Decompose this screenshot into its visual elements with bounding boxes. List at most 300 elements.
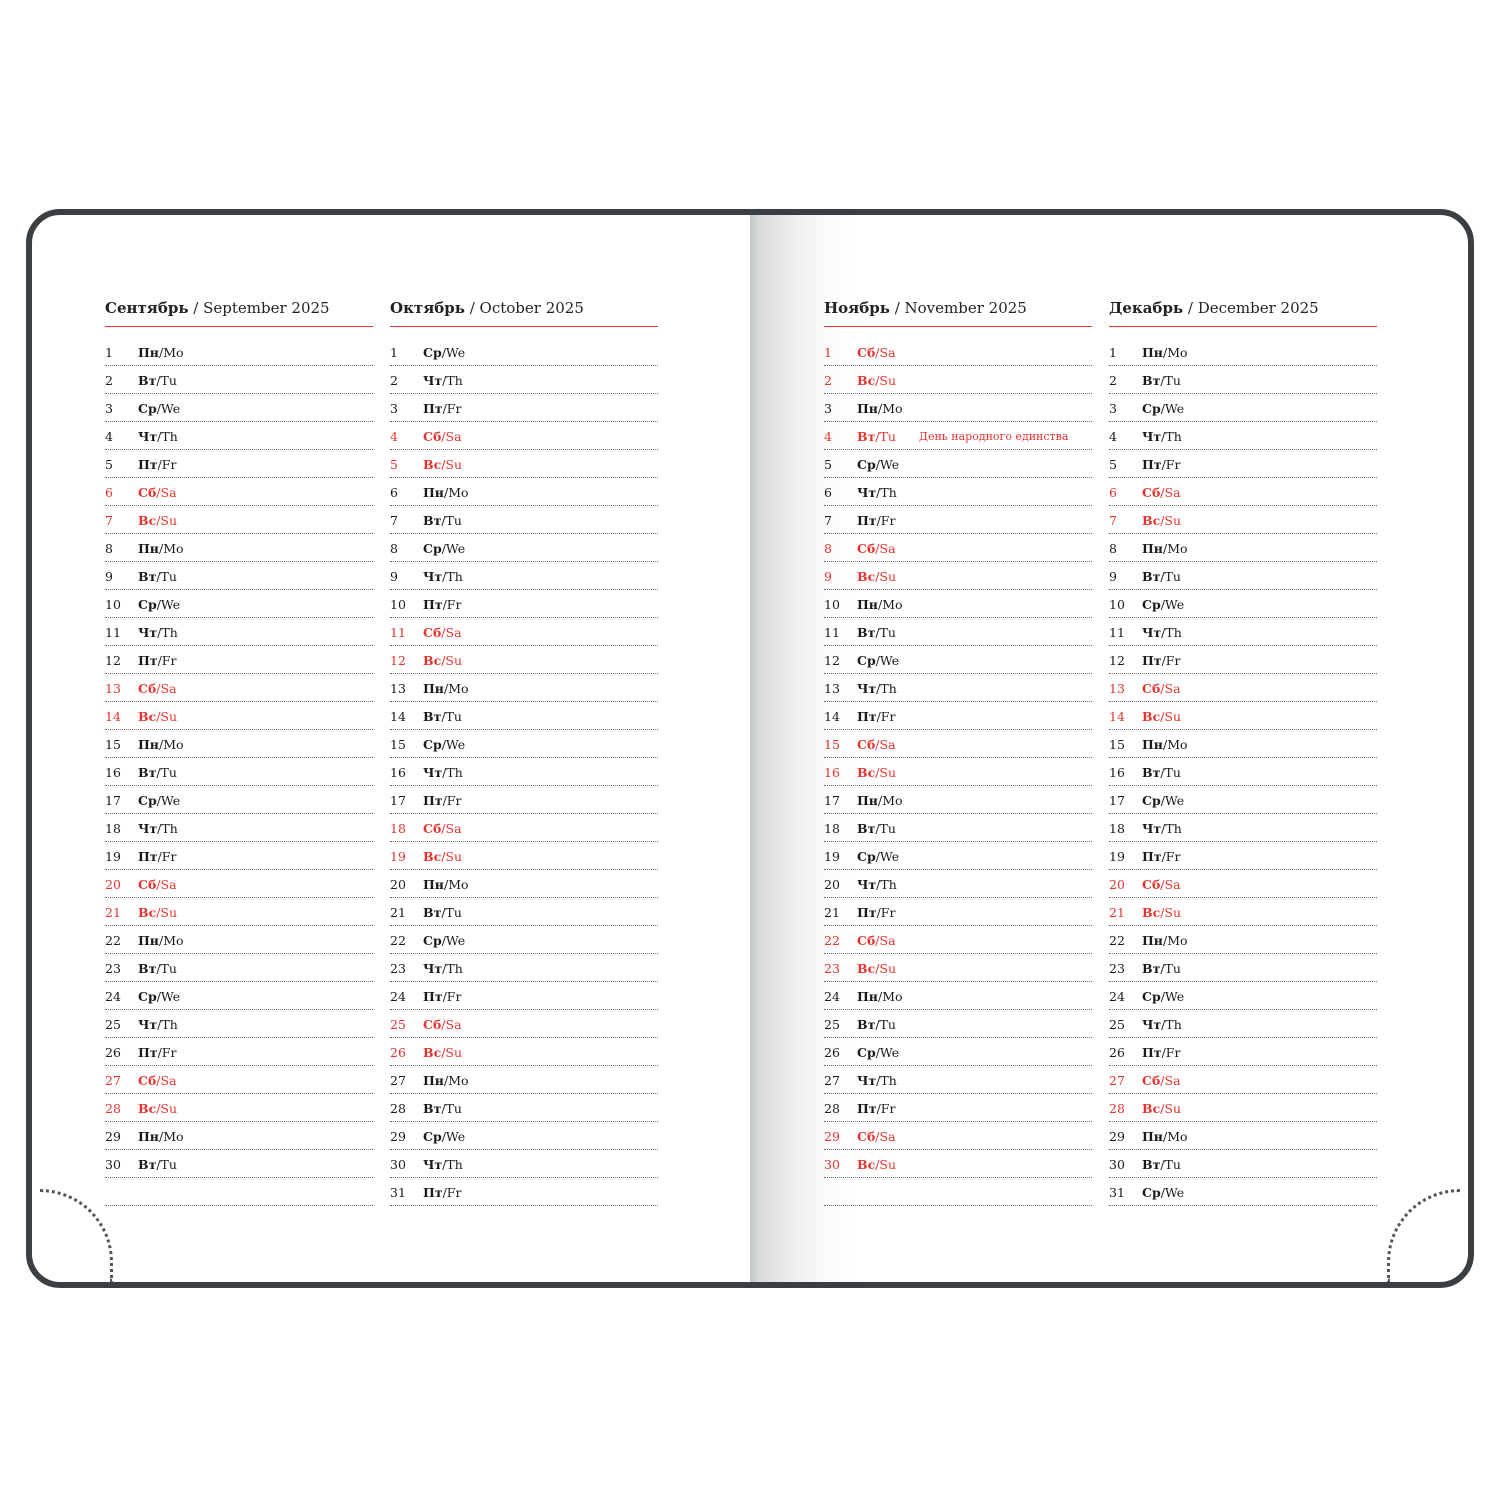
- day-number: 4: [105, 429, 113, 444]
- day-row: [390, 338, 658, 366]
- weekday-en: Sa: [879, 737, 896, 752]
- day-row: [105, 702, 373, 730]
- day-row: [105, 1038, 373, 1066]
- weekday-label: Вт/Tu: [1142, 1157, 1181, 1172]
- day-number: 27: [390, 1073, 406, 1088]
- weekday-label: Пн/Mo: [857, 989, 903, 1004]
- day-row: [105, 674, 373, 702]
- weekday-label: Вт/Tu: [1142, 765, 1181, 780]
- weekday-en: Su: [1164, 709, 1182, 724]
- weekday-label: Вт/Tu: [423, 513, 462, 528]
- weekday-label: Чт/Th: [1142, 429, 1182, 444]
- weekday-en: Sa: [879, 933, 896, 948]
- day-row: [105, 1066, 373, 1094]
- day-row: [390, 1010, 658, 1038]
- weekday-en: Tu: [1164, 569, 1181, 584]
- day-number: 5: [1109, 457, 1117, 472]
- day-number: 20: [390, 877, 406, 892]
- weekday-label: Пт/Fr: [857, 905, 896, 920]
- weekday-label: Сб/Sa: [857, 345, 896, 360]
- weekday-label: Вс/Su: [423, 653, 463, 668]
- weekday-ru: Сб: [138, 681, 157, 696]
- day-row: [1109, 562, 1377, 590]
- weekday-label: Ср/We: [1142, 401, 1185, 416]
- weekday-ru: Пн: [1142, 345, 1163, 360]
- weekday-ru: Пн: [138, 541, 159, 556]
- weekday-en: Mo: [448, 681, 469, 696]
- weekday-ru: Вс: [857, 569, 876, 584]
- day-row: [824, 758, 1092, 786]
- day-number: 1: [105, 345, 113, 360]
- day-number: 2: [105, 373, 113, 388]
- day-number: 28: [105, 1101, 121, 1116]
- weekday-ru: Вт: [423, 709, 442, 724]
- weekday-label: Чт/Th: [138, 625, 178, 640]
- day-number: 17: [824, 793, 840, 808]
- weekday-label: Ср/We: [1142, 597, 1185, 612]
- day-row: [390, 1122, 658, 1150]
- day-row: [390, 982, 658, 1010]
- weekday-ru: Вс: [423, 1045, 442, 1060]
- weekday-en: Mo: [1167, 541, 1188, 556]
- weekday-en: Tu: [879, 1017, 896, 1032]
- weekday-ru: Ср: [423, 1129, 442, 1144]
- weekday-en: Fr: [1165, 1045, 1181, 1060]
- weekday-ru: Вт: [857, 821, 876, 836]
- weekday-ru: Пт: [1142, 457, 1162, 472]
- weekday-label: Сб/Sa: [1142, 681, 1181, 696]
- weekday-ru: Чт: [1142, 821, 1162, 836]
- weekday-ru: Пт: [857, 1101, 877, 1116]
- day-number: 3: [105, 401, 113, 416]
- day-row: [390, 758, 658, 786]
- weekday-ru: Сб: [857, 345, 876, 360]
- weekday-en: Su: [160, 513, 178, 528]
- day-number: 12: [824, 653, 840, 668]
- day-row: [105, 534, 373, 562]
- weekday-ru: Ср: [857, 653, 876, 668]
- weekday-en: Sa: [445, 429, 462, 444]
- weekday-en: Su: [879, 1157, 897, 1172]
- day-row: [105, 422, 373, 450]
- weekday-label: Вс/Su: [138, 513, 178, 528]
- weekday-en: Fr: [161, 849, 177, 864]
- day-number: 12: [390, 653, 406, 668]
- day-row: [390, 926, 658, 954]
- weekday-label: Чт/Th: [1142, 821, 1182, 836]
- day-number: 6: [824, 485, 832, 500]
- weekday-label: Ср/We: [138, 989, 181, 1004]
- day-number: 27: [105, 1073, 121, 1088]
- weekday-en: We: [160, 597, 181, 612]
- weekday-ru: Ср: [423, 933, 442, 948]
- day-number: 20: [824, 877, 840, 892]
- weekday-en: We: [1164, 597, 1185, 612]
- day-number: 11: [390, 625, 406, 640]
- day-number: 21: [1109, 905, 1125, 920]
- weekday-label: Чт/Th: [857, 681, 897, 696]
- day-number: 24: [105, 989, 121, 1004]
- day-row: [105, 870, 373, 898]
- weekday-en: We: [879, 457, 900, 472]
- weekday-en: Mo: [163, 541, 184, 556]
- weekday-ru: Пн: [857, 989, 878, 1004]
- weekday-en: Th: [446, 765, 463, 780]
- day-row: [105, 842, 373, 870]
- weekday-en: We: [445, 345, 466, 360]
- day-number: 30: [390, 1157, 406, 1172]
- weekday-en: Tu: [160, 961, 177, 976]
- weekday-en: Tu: [445, 513, 462, 528]
- weekday-label: Сб/Sa: [857, 541, 896, 556]
- day-row: [105, 478, 373, 506]
- day-number: 13: [824, 681, 840, 696]
- weekday-en: Su: [445, 1045, 463, 1060]
- weekday-ru: Пн: [138, 1129, 159, 1144]
- day-row: [1109, 1094, 1377, 1122]
- weekday-ru: Ср: [1142, 793, 1161, 808]
- day-number: 30: [105, 1157, 121, 1172]
- day-number: 3: [390, 401, 398, 416]
- weekday-ru: Сб: [857, 933, 876, 948]
- day-row: [390, 366, 658, 394]
- weekday-en: Mo: [163, 1129, 184, 1144]
- weekday-ru: Сб: [857, 1129, 876, 1144]
- day-number: 18: [390, 821, 406, 836]
- day-number: 8: [105, 541, 113, 556]
- weekday-ru: Ср: [1142, 1185, 1161, 1200]
- weekday-en: Mo: [163, 737, 184, 752]
- day-number: 2: [824, 373, 832, 388]
- day-row: [824, 1038, 1092, 1066]
- day-number: 16: [105, 765, 121, 780]
- day-row: [824, 674, 1092, 702]
- day-row: [390, 394, 658, 422]
- day-number: 27: [1109, 1073, 1125, 1088]
- weekday-ru: Вс: [857, 1157, 876, 1172]
- day-row: [390, 422, 658, 450]
- weekday-en: Tu: [445, 1101, 462, 1116]
- day-row: [390, 1066, 658, 1094]
- day-number: 7: [105, 513, 113, 528]
- weekday-en: Sa: [879, 1129, 896, 1144]
- weekday-label: Пн/Mo: [138, 541, 184, 556]
- day-number: 6: [390, 485, 398, 500]
- weekday-label: Ср/We: [1142, 989, 1185, 1004]
- day-number: 10: [105, 597, 121, 612]
- day-row: [105, 590, 373, 618]
- day-number: 23: [105, 961, 121, 976]
- weekday-label: Вс/Su: [857, 569, 897, 584]
- day-number: 6: [105, 485, 113, 500]
- day-number: 15: [1109, 737, 1125, 752]
- weekday-label: Чт/Th: [423, 1157, 463, 1172]
- day-list: [1109, 338, 1377, 1206]
- weekday-en: Sa: [160, 681, 177, 696]
- day-number: 1: [824, 345, 832, 360]
- weekday-label: Сб/Sa: [1142, 877, 1181, 892]
- weekday-label: Сб/Sa: [857, 1129, 896, 1144]
- weekday-ru: Пт: [138, 849, 158, 864]
- month-title: Ноябрь / November 2025: [824, 299, 1092, 327]
- weekday-label: Вс/Su: [1142, 1101, 1182, 1116]
- weekday-label: Ср/We: [138, 401, 181, 416]
- weekday-label: Сб/Sa: [138, 485, 177, 500]
- weekday-label: Пн/Mo: [423, 485, 469, 500]
- weekday-en: Fr: [1165, 653, 1181, 668]
- weekday-en: Tu: [1164, 373, 1181, 388]
- day-row: [824, 422, 1092, 450]
- weekday-label: Вт/Tu: [1142, 961, 1181, 976]
- weekday-en: Tu: [445, 709, 462, 724]
- day-row: [824, 982, 1092, 1010]
- day-number: 20: [105, 877, 121, 892]
- weekday-ru: Вт: [138, 961, 157, 976]
- weekday-ru: Пт: [857, 905, 877, 920]
- weekday-ru: Пт: [1142, 1045, 1162, 1060]
- corner-stitch-left: [40, 1189, 113, 1282]
- day-number: 19: [824, 849, 840, 864]
- day-number: 30: [824, 1157, 840, 1172]
- weekday-label: Пн/Mo: [138, 345, 184, 360]
- weekday-ru: Ср: [1142, 401, 1161, 416]
- weekday-ru: Сб: [1142, 681, 1161, 696]
- day-row: [105, 394, 373, 422]
- day-number: 12: [105, 653, 121, 668]
- day-row: [1109, 450, 1377, 478]
- weekday-ru: Вт: [1142, 765, 1161, 780]
- day-row: [390, 898, 658, 926]
- weekday-ru: Чт: [423, 961, 443, 976]
- weekday-label: Пт/Fr: [1142, 653, 1181, 668]
- month-column: [390, 299, 658, 1206]
- weekday-en: Mo: [882, 989, 903, 1004]
- day-number: 29: [390, 1129, 406, 1144]
- weekday-en: We: [445, 737, 466, 752]
- weekday-label: Пт/Fr: [138, 1045, 177, 1060]
- weekday-label: Чт/Th: [857, 1073, 897, 1088]
- weekday-label: Пт/Fr: [423, 597, 462, 612]
- weekday-ru: Вт: [1142, 569, 1161, 584]
- weekday-label: Пн/Mo: [138, 933, 184, 948]
- weekday-label: Ср/We: [1142, 1185, 1185, 1200]
- day-number: 30: [1109, 1157, 1125, 1172]
- weekday-label: Вс/Su: [138, 709, 178, 724]
- day-number: 7: [1109, 513, 1117, 528]
- weekday-ru: Ср: [423, 345, 442, 360]
- weekday-ru: Чт: [1142, 625, 1162, 640]
- month-title: Сентябрь / September 2025: [105, 299, 373, 327]
- weekday-ru: Чт: [857, 1073, 877, 1088]
- day-number: 31: [1109, 1185, 1125, 1200]
- weekday-ru: Чт: [857, 681, 877, 696]
- day-row: [390, 702, 658, 730]
- weekday-en: Fr: [161, 457, 177, 472]
- weekday-en: Mo: [448, 1073, 469, 1088]
- weekday-en: Sa: [160, 485, 177, 500]
- day-number: 3: [1109, 401, 1117, 416]
- weekday-ru: Вс: [138, 513, 157, 528]
- weekday-label: Пт/Fr: [138, 849, 177, 864]
- weekday-en: Su: [160, 709, 178, 724]
- weekday-ru: Пт: [857, 709, 877, 724]
- weekday-en: Su: [445, 457, 463, 472]
- weekday-en: Su: [445, 849, 463, 864]
- weekday-label: Пт/Fr: [423, 989, 462, 1004]
- weekday-en: Th: [161, 1017, 178, 1032]
- weekday-ru: Ср: [857, 849, 876, 864]
- day-row: [105, 926, 373, 954]
- weekday-ru: Ср: [1142, 989, 1161, 1004]
- weekday-en: Tu: [1164, 1157, 1181, 1172]
- weekday-ru: Пн: [423, 681, 444, 696]
- weekday-en: Tu: [160, 765, 177, 780]
- weekday-label: Пт/Fr: [423, 793, 462, 808]
- weekday-en: Fr: [446, 401, 462, 416]
- weekday-label: Сб/Sa: [423, 1017, 462, 1032]
- day-number: 28: [390, 1101, 406, 1116]
- weekday-label: Пт/Fr: [1142, 1045, 1181, 1060]
- weekday-ru: Сб: [857, 541, 876, 556]
- day-number: 13: [1109, 681, 1125, 696]
- weekday-en: Fr: [446, 793, 462, 808]
- day-row: [824, 926, 1092, 954]
- day-row: [1109, 730, 1377, 758]
- day-row: [824, 870, 1092, 898]
- weekday-ru: Пн: [138, 345, 159, 360]
- weekday-label: Вс/Su: [1142, 513, 1182, 528]
- weekday-ru: Сб: [423, 821, 442, 836]
- day-number: 25: [105, 1017, 121, 1032]
- day-row: [1109, 814, 1377, 842]
- weekday-ru: Вт: [423, 1101, 442, 1116]
- day-number: 24: [1109, 989, 1125, 1004]
- day-number: 22: [390, 933, 406, 948]
- day-number: 9: [1109, 569, 1117, 584]
- weekday-en: Th: [880, 877, 897, 892]
- day-row: [390, 450, 658, 478]
- weekday-label: Пт/Fr: [857, 709, 896, 724]
- weekday-ru: Ср: [1142, 597, 1161, 612]
- weekday-label: Пн/Mo: [857, 597, 903, 612]
- day-row: [105, 618, 373, 646]
- weekday-label: Сб/Sa: [1142, 1073, 1181, 1088]
- weekday-ru: Вс: [1142, 1101, 1161, 1116]
- day-number: 4: [824, 429, 832, 444]
- day-number: 17: [390, 793, 406, 808]
- day-row: [105, 814, 373, 842]
- weekday-label: Сб/Sa: [423, 429, 462, 444]
- day-number: 31: [390, 1185, 406, 1200]
- weekday-en: Mo: [163, 933, 184, 948]
- holiday-note: День народного единства: [919, 430, 1069, 443]
- day-row: [105, 1178, 373, 1206]
- weekday-en: Th: [161, 821, 178, 836]
- day-number: 10: [390, 597, 406, 612]
- day-row: [390, 730, 658, 758]
- day-number: 14: [1109, 709, 1125, 724]
- day-number: 2: [390, 373, 398, 388]
- day-number: 11: [824, 625, 840, 640]
- weekday-label: Сб/Sa: [138, 877, 177, 892]
- day-number: 29: [1109, 1129, 1125, 1144]
- weekday-ru: Вс: [423, 457, 442, 472]
- weekday-label: Ср/We: [423, 345, 466, 360]
- weekday-ru: Пт: [138, 1045, 158, 1060]
- weekday-ru: Вт: [857, 625, 876, 640]
- weekday-en: We: [445, 541, 466, 556]
- weekday-en: Su: [879, 765, 897, 780]
- weekday-ru: Пн: [423, 1073, 444, 1088]
- weekday-en: Th: [161, 429, 178, 444]
- weekday-ru: Чт: [423, 569, 443, 584]
- weekday-label: Вт/Tu: [138, 569, 177, 584]
- weekday-label: Пн/Mo: [423, 681, 469, 696]
- day-row: [105, 562, 373, 590]
- weekday-ru: Вт: [1142, 961, 1161, 976]
- day-row: [824, 1066, 1092, 1094]
- day-number: 6: [1109, 485, 1117, 500]
- day-number: 16: [1109, 765, 1125, 780]
- weekday-label: Вс/Su: [423, 1045, 463, 1060]
- day-number: 7: [824, 513, 832, 528]
- day-row: [105, 758, 373, 786]
- weekday-en: Sa: [160, 1073, 177, 1088]
- weekday-en: Fr: [446, 989, 462, 1004]
- day-number: 29: [105, 1129, 121, 1144]
- weekday-ru: Вт: [423, 905, 442, 920]
- day-row: [1109, 870, 1377, 898]
- weekday-en: Th: [1165, 1017, 1182, 1032]
- weekday-label: Вс/Su: [138, 905, 178, 920]
- day-number: 18: [105, 821, 121, 836]
- day-list: [824, 338, 1092, 1206]
- weekday-en: Sa: [445, 821, 462, 836]
- weekday-ru: Вс: [857, 765, 876, 780]
- day-row: [1109, 590, 1377, 618]
- weekday-label: Пт/Fr: [138, 653, 177, 668]
- day-row: [824, 730, 1092, 758]
- weekday-label: Пн/Mo: [138, 737, 184, 752]
- day-row: [1109, 786, 1377, 814]
- day-row: [824, 814, 1092, 842]
- weekday-en: Fr: [880, 1101, 896, 1116]
- weekday-ru: Ср: [138, 793, 157, 808]
- day-row: [105, 646, 373, 674]
- day-number: 3: [824, 401, 832, 416]
- weekday-en: Mo: [882, 401, 903, 416]
- day-number: 8: [390, 541, 398, 556]
- day-row: [824, 842, 1092, 870]
- weekday-ru: Ср: [138, 401, 157, 416]
- day-number: 25: [1109, 1017, 1125, 1032]
- day-row: [824, 590, 1092, 618]
- day-row: [1109, 954, 1377, 982]
- weekday-ru: Сб: [138, 1073, 157, 1088]
- day-number: 21: [824, 905, 840, 920]
- day-number: 22: [1109, 933, 1125, 948]
- weekday-label: Ср/We: [423, 1129, 466, 1144]
- weekday-ru: Пт: [423, 989, 443, 1004]
- weekday-label: Сб/Sa: [423, 821, 462, 836]
- weekday-label: Пн/Mo: [1142, 737, 1188, 752]
- weekday-ru: Вс: [138, 905, 157, 920]
- day-row: [105, 1010, 373, 1038]
- weekday-en: Th: [1165, 429, 1182, 444]
- day-number: 10: [1109, 597, 1125, 612]
- weekday-en: Sa: [879, 541, 896, 556]
- weekday-label: Пн/Mo: [1142, 541, 1188, 556]
